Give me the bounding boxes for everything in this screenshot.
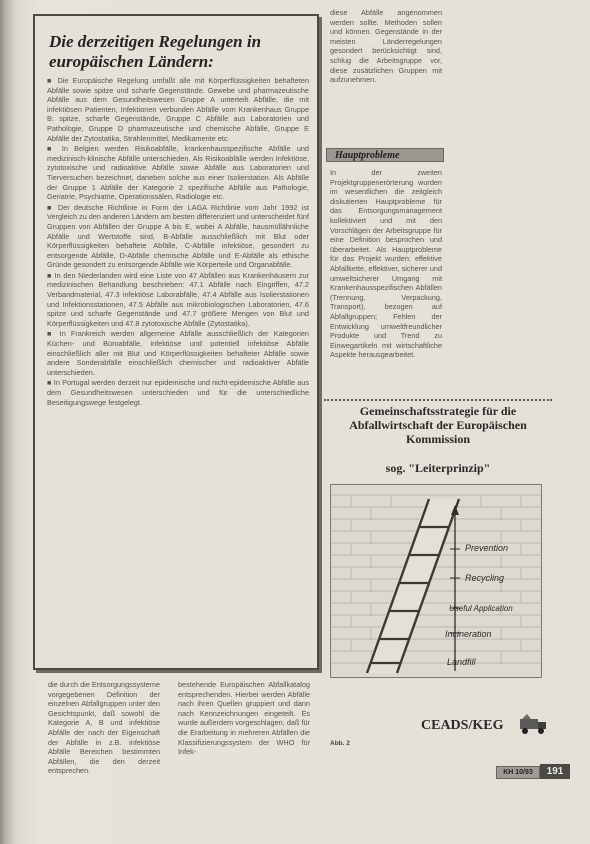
box-paragraph: ■ In den Niederlanden wird eine Liste von 47 Abfällen aus Krankenhäusern zur medizinischen Behandlung beschrieben: 47.1 Abfälle nach Eingriffen, 47.2 Verbandmaterial, 47.3 infektiöse Laborabfälle, 47.4 Abfälle aus Isolierstationen und Infektionsstationen, 47.5 Abfälle aus mikrobiologischen Laboratorien, 47.6 spitze und scharfe Gegenstände und 47.7 größere Mengen von Blut und Körperflüssigkeiten und 47.8 zytotoxische Abfälle (Zytostatika).: [47, 270, 309, 328]
box-title: Die derzeitigen Regelungen in europäischen Ländern:: [49, 32, 262, 71]
box-body: [47, 76, 309, 662]
page-number: 191: [540, 764, 570, 779]
box-paragraph: ■ In Portugal werden derzeit nur epidemische und nicht-epidemische Abfälle aus dem Gesundheitswesen unterschieden und für die unterschiedliche Beseitigungswege festgelegt.: [47, 378, 309, 407]
lower-middle-column: [178, 680, 310, 840]
box-paragraph: ■ Die Europäische Regelung umfaßt alle mit Körperflüssigkeiten behafteten Abfälle sowie spitze und scharfe Gegenstände. Gewebe und pharmazeutische Abfälle aus dem Gesundheitswesen Gruppe A unterteilt Abfälle, die mit infektiösen Patienten, Infektionen verbunden Abfälle vom Krankenhaus Gruppe B: spitze, scharfe Gegenstände, Gruppe C Abfälle aus Laboratorien und Pathologie, Gruppe D pharmazeutische und chemische Abfälle, Gruppe E Abfälle der Zytostatika, Strahlenmittel, Medikamente etc.: [47, 76, 309, 143]
issue-badge: KH 10/93: [496, 766, 540, 779]
strategy-subtitle: sog. "Leiterprinzip": [385, 461, 491, 475]
top-right-column: [330, 8, 442, 104]
regulations-box: [33, 14, 319, 670]
problems-text: In der zweiten Projektgruppenerörterung wurden im wesentlichen die zeitgleich diskutierten Hauptprobleme für das Entsorgungsmanagement kollektiviert und mit den Vorschlägen der Arbeitsgruppe für eine Definition besprochen und überarbeitet. Als Hauptprobleme für das Projekt wurden: effektive Abfallkette, effektiver, sicherer und umweltsicherer Umgang mit Krankenhausspezifischen Abfällen (Trennung, Verpackung, Transport), bezogen auf Abfallgruppen; Fehlen der Entwicklung umweltfreundlicher Produkte und Trend zu Einwegartikeln mit wirtschaftliche Aspekte herausgearbeitet.: [330, 168, 442, 360]
box-paragraph: ■ In Frankreich werden allgemeine Abfälle ausschließlich der Kategorien Küchen- und Büroabfälle, infektiöse und potentiell infektiöse Abfälle einschließlich aller mit Blut und Körperflüssigkeiten behafteter Abfälle sowie andere Sonderabfälle einschließlich chemischer und radioaktiver Abfälle unterschieden.: [47, 329, 309, 377]
strategy-title: Gemeinschaftsstrategie für die Abfallwirtschaft der Europäischen Kommission: [349, 404, 527, 446]
ladder-illustration: [330, 484, 542, 678]
ladder-label-prevention: Prevention: [465, 543, 509, 553]
top-right-text: diese Abfälle angenommen werden sollte. Methoden sollen und können. Gegenstände in der meisten Länderregelungen gesondert berücksichtigt sind, schlug die Arbeitsgruppe vor, diese zusätzlichen Gruppen mit aufzunehmen.: [330, 8, 442, 85]
lower-left-text: die durch die Entsorgungssysteme vorgegebenen Definition der einzelnen Abfallgruppen unter den Gesichtspunkt, daß sowohl die Kategorie A, B und infektiöse Abfälle der nach der Eigenschaft der Abfälle in z.B. infektiöse Abfälle Bereichen bestimmten Abfällen, die den derzeit entsprechen.: [48, 680, 160, 776]
ladder-drawing: [331, 485, 541, 677]
figure-caption: Abb. 2: [330, 740, 350, 747]
ladder-label-incineration: Incineration: [445, 629, 492, 639]
ladder-label-useful-application: Useful Application: [449, 604, 513, 613]
ladder-label-recycling: Recycling: [465, 573, 505, 583]
section-heading: Hauptprobleme: [326, 148, 444, 162]
ladder-label-landfill: Landfill: [447, 657, 476, 667]
box-paragraph: ■ Der deutsche Richtlinie in Form der LAGA Richtlinie vom Jahr 1992 ist Vergleich zu den anderen Ländern am besten differenziert und unterscheidet fünf Gruppen von Abfällen der Gruppe A bis E, wobei A Abfälle, hausmüllähnliche Abfälle und Wertstoffe sind, B-Abfälle ausschließlich mit Blut oder Körperflüssigkeiten behaftete Abfälle, C-Abfälle infektiöse, gesondert zu entsorgende Abfälle, D-Abfälle chemische Abfälle und E-Abfälle als ethische Gründe gesondert zu entsorgende Abfälle wie Körperteile und Organabfälle.: [47, 202, 309, 270]
problems-column: [330, 168, 442, 394]
box-paragraph: ■ In Belgien werden Risikoabfälle, krankenhausspezifische Abfälle und medizinisch-klinische Abfälle unterschieden. Als Risikoabfälle werden Infektiöse, zytotoxische und radioaktive Abfälle sowie Abfälle aus Laboratorien und Tierversuchen bezeichnet, daneben solche aus einer Isolierstation. Als Abfälle der Gruppe 1 Abfälle der Kategorie 2 spezifische Abfälle aus Pathologie, Geriatrie, Psychiatrie, Operationssälen, Radiologie etc.: [47, 144, 309, 202]
ceads-logo: CEADS/KEG: [421, 718, 504, 733]
truck-icon: [518, 712, 548, 736]
dotted-divider: [324, 399, 552, 401]
lower-left-column: [48, 680, 160, 840]
lower-middle-text: bestehende Europäischen Abfallkatalog entsprechenden. Hierbei werden Abfälle nach ihren Quellen gruppiert und dann nach Kennzeichnungen eingeteilt. Es wurde außerdem vorgeschlagen, daß für die Erarbeitung in mehreren Abfällen die Klassifizierungssystem der WHO für Infek-: [178, 680, 310, 757]
